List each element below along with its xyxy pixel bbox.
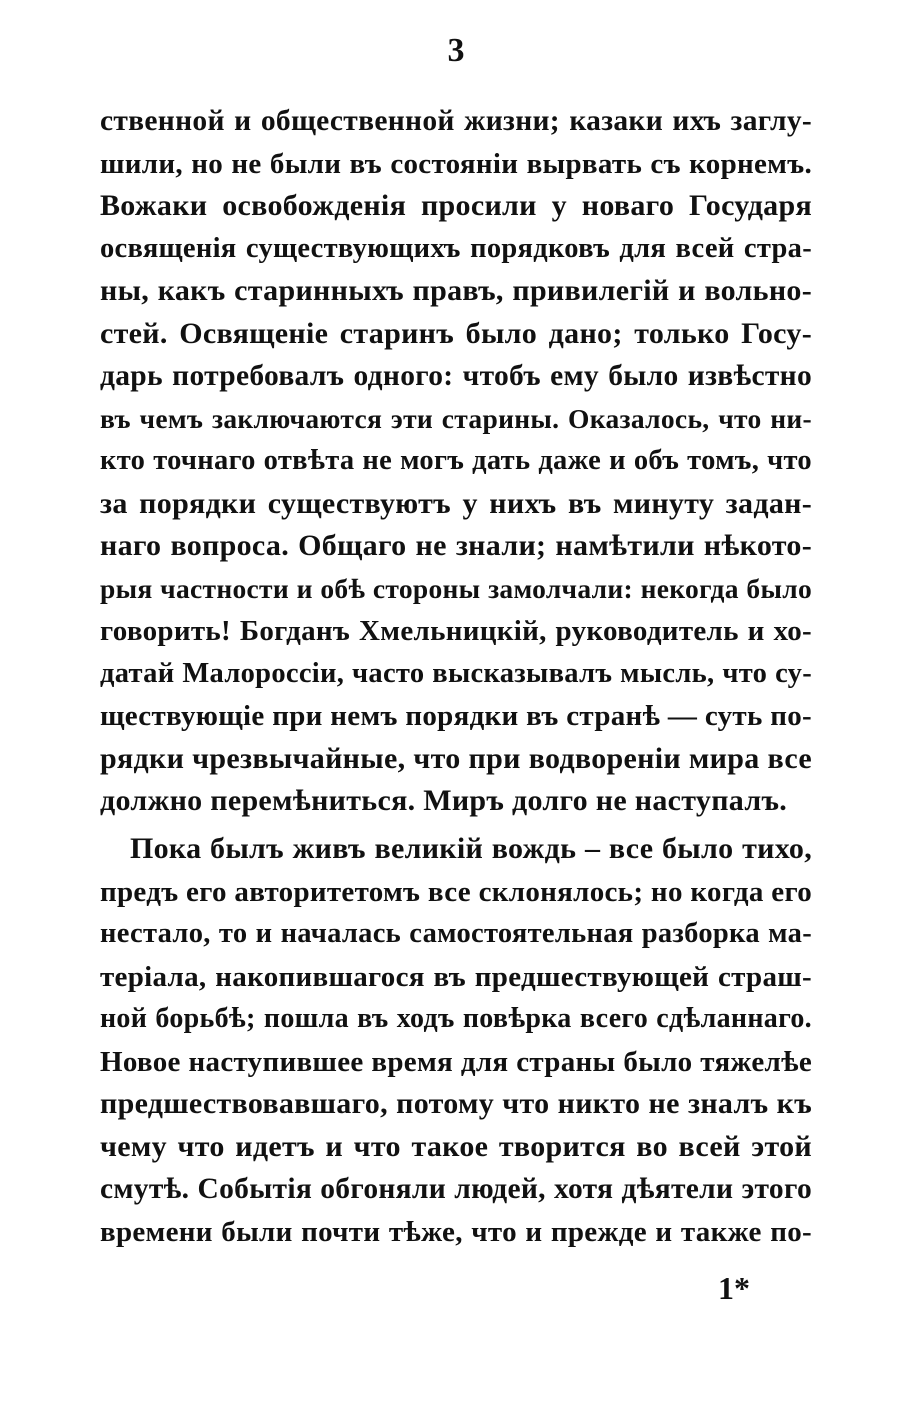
text-line: дарь потребовалъ одного: чтобъ ему было извѣстно bbox=[100, 360, 812, 392]
text-line: говорить! Богданъ Хмельницкiй, руководитель и хо- bbox=[100, 615, 812, 647]
text-line: ственной и общественной жизни; казаки ихъ заглу- bbox=[100, 105, 812, 137]
text-line: Новое наступившее время для страны было тяжелѣе bbox=[100, 1045, 812, 1078]
paragraph-1 bbox=[100, 100, 812, 823]
text-line: предшествовавшаго, потому что никто не зналъ къ bbox=[100, 1087, 812, 1120]
text-line: датай Малороссiи, часто высказывалъ мысль, что су- bbox=[100, 657, 812, 689]
text-line: рыя частности и обѣ стороны замолчали: некогда было bbox=[100, 572, 812, 604]
text-line: терiала, накопившагося въ предшествующей страш- bbox=[100, 960, 812, 993]
text-line: шили, но не были въ состоянiи вырвать съ корнемъ. bbox=[100, 147, 812, 180]
text-line: предъ его авторитетомъ все склонялось; но когда его bbox=[100, 875, 812, 908]
text-line: Пока былъ живъ великiй вождь – все было тихо, bbox=[130, 832, 812, 865]
text-line: смутѣ. Событiя обгоняли людей, хотя дѣятели этого bbox=[100, 1173, 812, 1205]
text-line: кто точнаго отвѣта не могъ дать даже и объ томъ, что bbox=[100, 445, 812, 476]
text-line: освященiя существующихъ порядковъ для всей стра- bbox=[100, 232, 812, 264]
text-line: должно перемѣниться. Миръ долго не наступалъ. bbox=[100, 784, 788, 817]
page-number: 3 bbox=[447, 32, 465, 69]
text-line: наго вопроса. Общаго не знали; намѣтили нѣкото- bbox=[100, 529, 812, 562]
text-line: ной борьбѣ; пошла въ ходъ повѣрка всего сдѣланнаго. bbox=[100, 1003, 812, 1034]
text-line: Вожаки освобожденiя просили у новаго Государя bbox=[100, 189, 812, 222]
text-line: за порядки существуютъ у нихъ въ минуту задан- bbox=[100, 486, 812, 520]
text-line: въ чемъ заключаются эти старины. Оказалось, что ни- bbox=[100, 402, 812, 434]
text-line: стей. Освященiе старинъ было дано; только Госу- bbox=[100, 316, 812, 350]
text-line: нестало, то и началась самостоятельная разборка ма- bbox=[100, 918, 812, 949]
paragraph-2 bbox=[100, 828, 812, 1253]
text-line: ществующiе при немъ порядки въ странѣ — суть по- bbox=[100, 700, 812, 732]
text-line: чему что идетъ и что такое творится во всей этой bbox=[100, 1129, 812, 1163]
signature-mark: 1* bbox=[718, 1270, 750, 1306]
text-line: рядки чрезвычайные, что при водворенiи мира все bbox=[100, 741, 812, 775]
text-line: времени были почти тѣже, что и прежде и также по- bbox=[100, 1215, 812, 1248]
text-line: ны, какъ старинныхъ правъ, привилегiй и вольно- bbox=[100, 274, 812, 307]
